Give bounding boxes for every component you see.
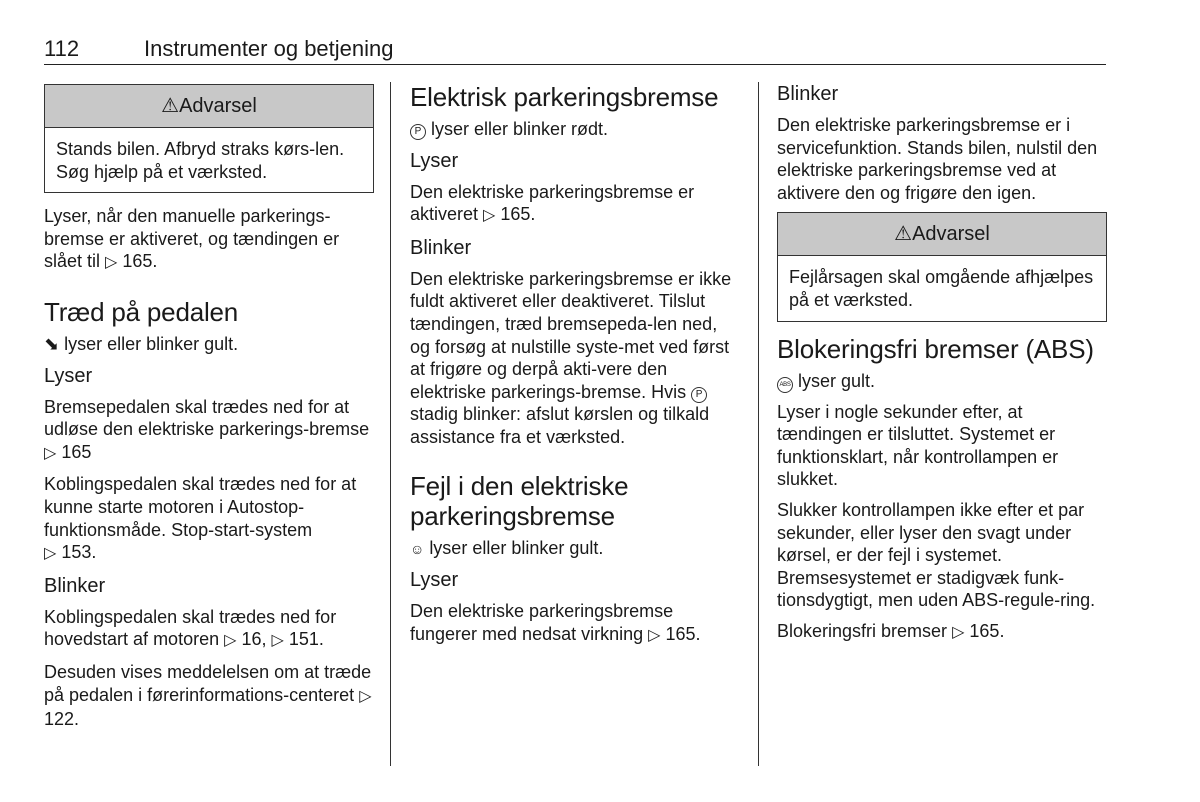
warning-body: Stands bilen. Afbryd straks kørs-len. Søg hjælp på et værksted. xyxy=(56,139,345,182)
reference-arrow-icon: ▷ xyxy=(44,545,57,563)
reference-arrow-icon: ▷ xyxy=(648,626,661,644)
warning-title: Advarsel xyxy=(179,95,257,117)
paragraph: Den elektriske parkeringsbremse er ikke fuldt aktiveret eller deaktiveret. Tilslut tændingen, træd bremsepeda-len ned, og forsøg at nulstille syste-met ved først at frigøre og derpå akti-vere den elektriske parkerings-bremse. Hvis P stadig blinker: afslut kørslen og tilkald assistance fra et værksted. xyxy=(410,268,732,447)
abs-icon: ABS xyxy=(777,377,793,393)
section-heading: Fejl i den elektriske parkeringsbremse xyxy=(410,470,629,531)
subheading: Blinker xyxy=(44,574,106,597)
paragraph: P lyser eller blinker rødt. xyxy=(410,118,740,141)
page-reference: 165. xyxy=(500,204,536,225)
warning-triangle-icon: ⚠ xyxy=(894,223,913,246)
parking-brake-icon: P xyxy=(691,387,707,403)
warning-body: Fejlårsagen skal omgående afhjælpes på et værksted. xyxy=(789,267,1094,310)
subheading: Blinker xyxy=(777,83,839,105)
column-divider xyxy=(390,82,391,766)
brake-pedal-icon: ⬊ xyxy=(44,333,60,354)
paragraph: Den elektriske parkeringsbremse er aktiveret ▷ 165. xyxy=(410,181,740,228)
reference-arrow-icon: ▷ xyxy=(359,687,372,705)
section-heading: Elektrisk parkeringsbremse xyxy=(410,82,719,112)
reference-arrow-icon: ▷ xyxy=(271,632,284,650)
reference-arrow-icon: ▷ xyxy=(483,207,496,225)
warning-header xyxy=(45,85,373,128)
page-number: 112 xyxy=(44,36,80,61)
page-reference: 165. xyxy=(665,623,701,644)
warning-box xyxy=(44,84,374,193)
paragraph: Blokeringsfri bremser ▷ 165. xyxy=(777,620,1107,645)
column-3 xyxy=(777,80,1107,653)
paragraph: ⬊ lyser eller blinker gult. xyxy=(44,333,239,354)
subheading: Lyser xyxy=(44,364,93,387)
page-reference: 122. xyxy=(44,709,80,730)
subheading: Blinker xyxy=(410,236,472,259)
page-header xyxy=(44,34,1106,65)
warning-box xyxy=(777,212,1107,321)
reference-arrow-icon: ▷ xyxy=(952,623,965,641)
paragraph: Koblingspedalen skal trædes ned for hovedstart af motoren ▷ 16, ▷ 151. xyxy=(44,606,374,653)
warning-title: Advarsel xyxy=(912,223,990,246)
page-reference: 151. xyxy=(288,629,324,650)
page-reference: 165. xyxy=(969,620,1005,641)
paragraph: Slukker kontrollampen ikke efter et par sekunder, eller lyser den svagt under kørsel, er der fejl i systemet. Bremsesystemet er stadigvæk funk-tionsdygtigt, men uden ABS-regule-ring. xyxy=(777,499,1096,611)
paragraph: Koblingspedalen skal trædes ned for at kunne starte motoren i Autostop-funktionsmåde. Stop-start-system ▷ 153. xyxy=(44,473,374,565)
warning-header xyxy=(778,213,1106,256)
subheading: Lyser xyxy=(410,569,459,592)
subheading: Lyser xyxy=(410,149,459,172)
column-2 xyxy=(410,80,740,655)
paragraph: Den elektriske parkeringsbremse er i servicefunktion. Stands bilen, nulstil den elektriske parkeringsbremse ved at aktivere den og frigøre den igen. xyxy=(777,115,1098,203)
paragraph: Lyser, når den manuelle parkerings-bremse er aktiveret, og tændingen er slået til ▷ 165. xyxy=(44,205,374,275)
reference-arrow-icon: ▷ xyxy=(44,444,57,462)
column-divider xyxy=(758,82,759,766)
page-reference: 165 xyxy=(61,441,92,462)
brake-fault-icon: ☺ xyxy=(410,540,425,557)
warning-triangle-icon: ⚠ xyxy=(161,95,180,117)
paragraph: Den elektriske parkeringsbremse fungerer med nedsat virkning ▷ 165. xyxy=(410,600,740,647)
paragraph: ABS lyser gult. xyxy=(777,370,1107,393)
page-reference: 16, xyxy=(241,629,267,650)
chapter-title: Instrumenter og betjening xyxy=(144,36,394,61)
page-reference: 153. xyxy=(61,542,97,563)
paragraph: Bremsepedalen skal trædes ned for at udløse den elektriske parkerings-bremse ▷ 165 xyxy=(44,396,374,466)
section-heading: Blokeringsfri bremser (ABS) xyxy=(777,333,1094,364)
reference-arrow-icon: ▷ xyxy=(105,254,118,272)
paragraph: Desuden vises meddelelsen om at træde på pedalen i førerinformations-centeret ▷ 122. xyxy=(44,661,372,730)
section-heading: Træd på pedalen xyxy=(44,296,239,327)
paragraph: ☺ lyser eller blinker gult. xyxy=(410,537,740,561)
reference-arrow-icon: ▷ xyxy=(224,632,237,650)
column-1 xyxy=(44,80,374,739)
page-reference: 165. xyxy=(122,251,158,272)
paragraph: Lyser i nogle sekunder efter, at tændingen er tilsluttet. Systemet er funktionsklart, når kontrollampen er slukket. xyxy=(777,401,1059,490)
parking-brake-icon: P xyxy=(410,124,426,140)
